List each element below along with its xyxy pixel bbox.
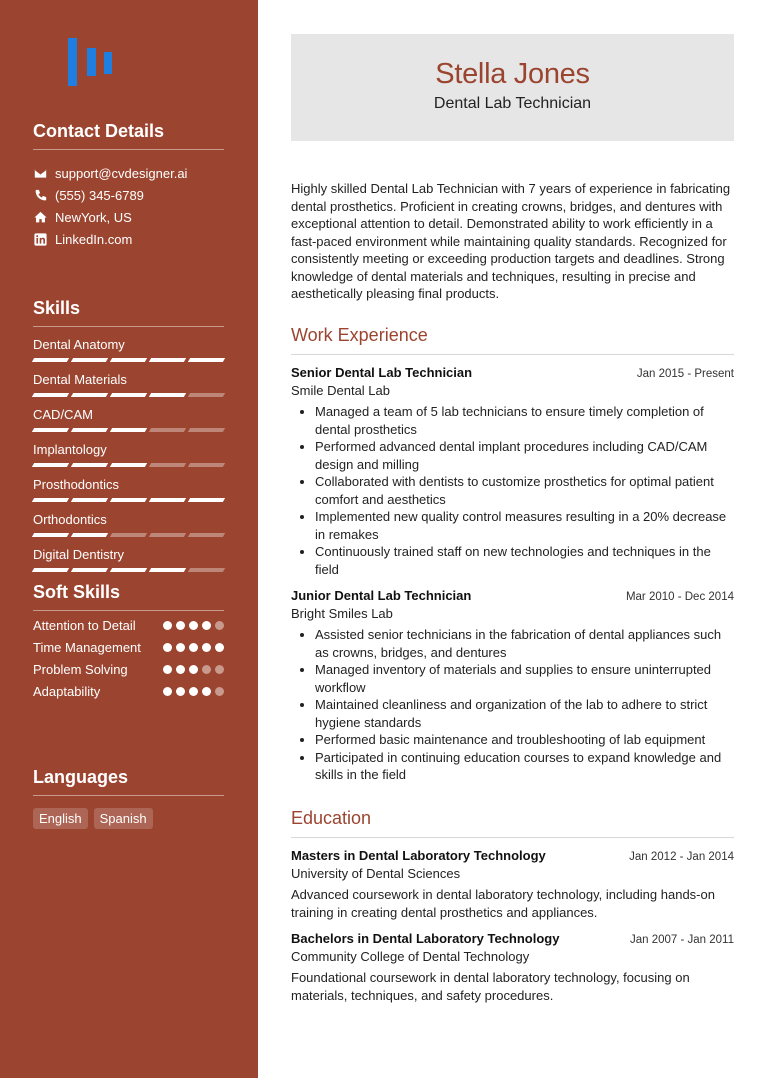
job-bullet: • Maintained cleanliness and organization of the lab to adhere to strict hygiene standards: [315, 696, 734, 731]
home-icon: [33, 210, 47, 224]
rating-dot: [202, 665, 211, 674]
skill-level-segment: [32, 463, 69, 467]
soft-skill-item: [33, 639, 224, 656]
candidate-title: Dental Lab Technician: [433, 95, 592, 112]
job-title: Senior Dental Lab Technician: [291, 365, 473, 380]
skill-level-segment: [188, 498, 225, 502]
education-heading: Education: [291, 808, 734, 838]
skill-level-segment: [149, 463, 186, 467]
job-bullet: • Implemented new quality control measures resulting in a 20% decrease in remakes: [315, 508, 734, 543]
job-date: Mar 2010 - Dec 2014: [625, 591, 734, 603]
skill-level-segment: [149, 498, 186, 502]
degree-title: Bachelors in Dental Laboratory Technology: [291, 931, 560, 946]
soft-skill-item: [33, 661, 224, 678]
skill-level-segment: [188, 393, 225, 397]
job-company: Smile Dental Lab: [291, 383, 390, 398]
skill-item: [33, 407, 224, 432]
skill-level-segment: [149, 533, 186, 537]
skill-item: [33, 547, 224, 572]
soft-skill-rating: [163, 661, 224, 674]
skill-level-segment: [71, 533, 108, 537]
rating-dot: [215, 665, 224, 674]
degree-title: Masters in Dental Laboratory Technology: [291, 848, 546, 863]
soft-skill-label: Adaptability: [33, 684, 101, 699]
education-description: Foundational coursework in dental laboratory technology, focusing on materials, techniques, and safety procedures.: [291, 970, 690, 1003]
rating-dot: [215, 621, 224, 630]
mail-icon: [33, 166, 47, 180]
job-bullet: • Performed advanced dental implant procedures including CAD/CAM design and milling: [315, 438, 734, 473]
job-bullet: • Participated in continuing education courses to expand knowledge and skills in the field: [315, 749, 734, 784]
skill-level-segment: [32, 393, 69, 397]
soft-skills-section: [33, 582, 224, 700]
skill-level-segment: [110, 463, 147, 467]
rating-dot: [163, 621, 172, 630]
skill-item: [33, 477, 224, 502]
rating-dot: [176, 621, 185, 630]
skill-level-bar: [33, 463, 224, 467]
soft-skill-label: Attention to Detail: [33, 618, 136, 633]
skills-heading: Skills: [33, 298, 224, 327]
rating-dot: [176, 643, 185, 652]
languages-section: [33, 767, 224, 829]
skill-level-segment: [71, 428, 108, 432]
skill-label: Prosthodontics: [33, 477, 119, 492]
job-entry: [291, 588, 734, 784]
skill-level-bar: [33, 568, 224, 572]
skill-level-segment: [32, 358, 69, 362]
skill-level-segment: [149, 358, 186, 362]
logo-icon: [68, 38, 118, 88]
rating-dot: [163, 643, 172, 652]
sidebar: [0, 0, 258, 1078]
soft-skill-rating: [163, 683, 224, 696]
rating-dot: [215, 643, 224, 652]
rating-dot: [202, 643, 211, 652]
job-company: Bright Smiles Lab: [291, 606, 393, 621]
contact-phone-text: (555) 345-6789: [55, 187, 144, 203]
skill-level-segment: [188, 358, 225, 362]
contact-phone[interactable]: [33, 184, 224, 206]
languages-heading: Languages: [33, 767, 224, 796]
skill-level-segment: [71, 393, 108, 397]
job-bullets: [291, 403, 734, 578]
contact-email[interactable]: [33, 162, 224, 184]
contact-location-text: NewYork, US: [55, 209, 132, 225]
skill-label: CAD/CAM: [33, 407, 93, 422]
skill-label: Implantology: [33, 442, 107, 457]
skill-level-bar: [33, 498, 224, 502]
skill-label: Dental Materials: [33, 372, 127, 387]
skill-label: Orthodontics: [33, 512, 107, 527]
education-section: [291, 808, 734, 1004]
school-name: Community College of Dental Technology: [291, 949, 530, 964]
skill-level-segment: [110, 533, 147, 537]
skill-level-bar: [33, 358, 224, 362]
skill-level-segment: [71, 498, 108, 502]
skill-level-segment: [149, 428, 186, 432]
soft-skill-rating: [163, 617, 224, 630]
job-entry: [291, 365, 734, 578]
rating-dot: [176, 665, 185, 674]
school-name: University of Dental Sciences: [291, 866, 461, 881]
skill-item: [33, 372, 224, 397]
job-bullet: • Assisted senior technicians in the fabrication of dental appliances such as crowns, bridges, and dentures: [315, 626, 734, 661]
skill-level-segment: [188, 428, 225, 432]
language-tag: Spanish: [94, 808, 153, 829]
contact-linkedin-text: LinkedIn.com: [55, 231, 133, 247]
education-entry: [291, 931, 734, 1004]
skill-level-segment: [110, 498, 147, 502]
skill-level-segment: [110, 393, 147, 397]
soft-skill-label: Problem Solving: [33, 662, 128, 677]
skill-item: [33, 337, 224, 362]
skill-level-segment: [71, 358, 108, 362]
experience-section: [291, 325, 734, 784]
skill-level-segment: [149, 393, 186, 397]
skill-label: Dental Anatomy: [33, 337, 125, 352]
skill-item: [33, 512, 224, 537]
job-bullet: • Managed a team of 5 lab technicians to ensure timely completion of dental prosthetics: [315, 403, 734, 438]
skill-level-segment: [188, 533, 225, 537]
rating-dot: [163, 665, 172, 674]
contact-heading: Contact Details: [33, 121, 224, 150]
rating-dot: [163, 687, 172, 696]
skill-level-segment: [71, 463, 108, 467]
languages-list: [33, 808, 224, 829]
job-bullet: • Collaborated with dentists to customize prosthetics for optimal patient comfort and aesthetics: [315, 473, 734, 508]
soft-skill-item: [33, 617, 224, 634]
language-tag: English: [33, 808, 88, 829]
skill-level-segment: [71, 568, 108, 572]
soft-skills-list: [33, 617, 224, 700]
soft-skill-rating: [163, 639, 224, 652]
rating-dot: [202, 687, 211, 696]
skill-level-segment: [32, 533, 69, 537]
job-date: Jan 2015 - Present: [636, 368, 734, 380]
soft-skill-item: [33, 683, 224, 700]
skill-level-segment: [149, 568, 186, 572]
rating-dot: [189, 621, 198, 630]
skill-level-segment: [110, 428, 147, 432]
skill-level-segment: [32, 568, 69, 572]
job-bullet: • Continuously trained staff on new technologies and techniques in the field: [315, 543, 734, 578]
contact-email-text: support@cvdesigner.ai: [55, 165, 188, 181]
skill-level-segment: [110, 568, 147, 572]
phone-icon: [33, 188, 47, 202]
candidate-name: Stella Jones: [435, 58, 590, 90]
contact-list: [33, 162, 224, 250]
skill-level-segment: [32, 498, 69, 502]
job-bullet: • Performed basic maintenance and troubleshooting of lab equipment: [315, 731, 734, 749]
contact-section: [33, 121, 224, 250]
education-date: Jan 2007 - Jan 2011: [629, 934, 734, 946]
job-bullet: • Managed inventory of materials and supplies to ensure uninterrupted workflow: [315, 661, 734, 696]
rating-dot: [189, 687, 198, 696]
soft-skill-label: Time Management: [33, 640, 141, 655]
skill-label: Digital Dentistry: [33, 547, 125, 562]
rating-dot: [189, 643, 198, 652]
rating-dot: [176, 687, 185, 696]
rating-dot: [202, 621, 211, 630]
soft-skills-heading: Soft Skills: [33, 582, 224, 611]
skill-level-segment: [110, 358, 147, 362]
rating-dot: [189, 665, 198, 674]
job-title: Junior Dental Lab Technician: [291, 588, 472, 603]
skill-level-segment: [188, 463, 225, 467]
skill-level-segment: [32, 428, 69, 432]
education-entry: [291, 848, 734, 921]
job-bullets: [291, 626, 734, 784]
education-date: Jan 2012 - Jan 2014: [629, 851, 734, 863]
skill-level-bar: [33, 428, 224, 432]
header: [291, 34, 734, 141]
skill-item: [33, 442, 224, 467]
summary: Highly skilled Dental Lab Technician with 7 years of experience in fabricating dental prosthetics. Proficient in creating crowns, bridges, and dentures with exceptional attention to detail. Demonstrated ability to work efficiently in a fast-paced environment while maintaining quality standards. Recognized for consistently meeting or exceeding production targets and deadlines. Strong knowledge of dental materials and techniques, resulting in precise and aesthetically pleasing final products.: [291, 181, 731, 301]
skill-level-bar: [33, 393, 224, 397]
contact-linkedin[interactable]: [33, 228, 224, 250]
rating-dot: [215, 687, 224, 696]
education-description: Advanced coursework in dental laboratory technology, including hands-on training in creating dental prosthetics and appliances.: [291, 887, 715, 920]
skill-level-bar: [33, 533, 224, 537]
skills-section: [33, 298, 224, 572]
contact-location: [33, 206, 224, 228]
skill-level-segment: [188, 568, 225, 572]
experience-heading: Work Experience: [291, 325, 734, 355]
skills-list: [33, 337, 224, 572]
linkedin-icon: [33, 232, 47, 246]
